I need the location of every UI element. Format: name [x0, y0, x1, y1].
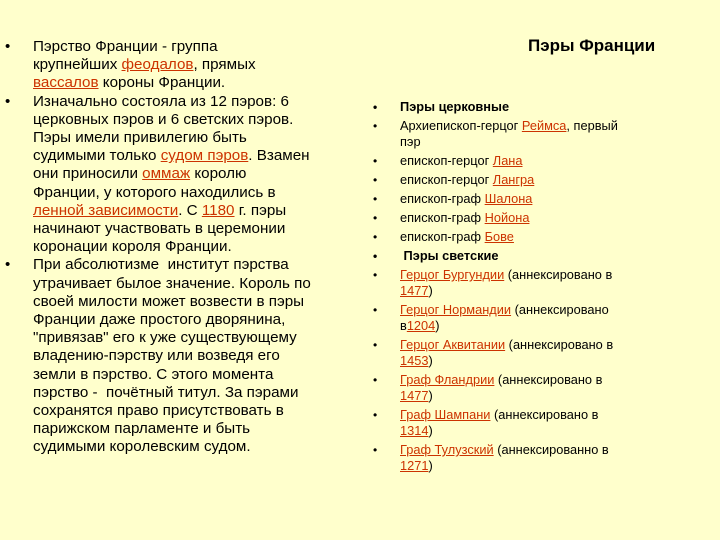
- text-segment: епископ-граф: [400, 229, 485, 244]
- wiki-link[interactable]: 1314: [400, 423, 429, 438]
- text-line: [33, 56, 370, 74]
- text-line: [33, 329, 370, 347]
- text-segment: короны Франции.: [98, 74, 226, 92]
- left-bullet-item: [0, 256, 370, 456]
- text-line: [400, 172, 678, 188]
- text-segment: начинают участвовать в церемонии: [33, 220, 286, 238]
- text-line: [400, 353, 678, 369]
- bullet-dot-icon: •: [5, 38, 11, 55]
- bullet-dot-icon: •: [5, 92, 11, 110]
- text-line: [33, 384, 370, 402]
- text-line: [33, 275, 370, 293]
- wiki-link[interactable]: 1477: [400, 283, 429, 298]
- text-line: [400, 248, 678, 264]
- text-line: [400, 99, 678, 115]
- text-line: [400, 388, 678, 404]
- text-line: [400, 210, 678, 226]
- text-segment: (аннексированно в: [493, 442, 609, 457]
- wiki-link[interactable]: оммаж: [142, 165, 191, 183]
- text-segment: Архиепископ-герцог: [400, 118, 522, 133]
- text-segment: коронации короля Франции.: [33, 238, 232, 256]
- left-bullet-item: [0, 93, 370, 257]
- peers-section-heading: [368, 99, 678, 115]
- text-segment: пэр: [400, 134, 421, 149]
- text-line: [33, 111, 370, 129]
- text-segment: Пэры имели привилегию быть: [33, 129, 247, 147]
- wiki-link[interactable]: 1453: [400, 353, 429, 368]
- text-line: [33, 129, 370, 147]
- text-line: [33, 438, 370, 456]
- text-segment: церковных пэров и 6 светских пэров.: [33, 110, 294, 128]
- wiki-link[interactable]: ленной зависимости: [33, 201, 179, 219]
- bullet-dot-icon: •: [373, 100, 378, 114]
- bullet-dot-icon: •: [373, 230, 378, 244]
- peers-section-heading: [368, 248, 678, 264]
- text-line: [33, 366, 370, 384]
- text-segment: утрачивает былое значение. Король по: [33, 274, 311, 292]
- text-line: [33, 93, 370, 111]
- bullet-dot-icon: •: [373, 119, 378, 133]
- text-segment: , прямых: [193, 56, 256, 74]
- bullet-dot-icon: •: [373, 173, 378, 187]
- text-segment: (аннексировано в: [504, 267, 613, 282]
- left-bullet-item: [0, 38, 370, 93]
- peer-item: [368, 118, 678, 150]
- text-segment: они приносили: [33, 165, 143, 183]
- text-segment: (аннексировано в: [494, 372, 603, 387]
- text-line: [33, 74, 370, 92]
- bullet-dot-icon: •: [373, 249, 378, 263]
- text-line: [400, 134, 678, 150]
- peer-item: [368, 442, 678, 474]
- wiki-link[interactable]: Герцог Аквитании: [400, 337, 506, 352]
- peer-item: [368, 267, 678, 299]
- text-line: [33, 147, 370, 165]
- peer-item: [368, 337, 678, 369]
- peer-item: [368, 407, 678, 439]
- wiki-link[interactable]: феодалов: [121, 56, 194, 74]
- wiki-link[interactable]: 1271: [400, 458, 429, 473]
- text-segment: "привязав" его к уже существующему: [33, 329, 297, 347]
- wiki-link[interactable]: Граф Тулузский: [400, 442, 494, 457]
- wiki-link[interactable]: судом пэров: [160, 147, 249, 165]
- peer-item: [368, 153, 678, 169]
- text-line: [33, 347, 370, 365]
- left-text-column: [0, 38, 370, 457]
- text-segment: г. пэры: [234, 201, 287, 219]
- text-segment: Франции даже простого дворянина,: [33, 311, 286, 329]
- bullet-dot-icon: •: [373, 338, 378, 352]
- text-segment: судимыми только: [33, 147, 161, 165]
- text-line: [400, 337, 678, 353]
- text-line: [33, 402, 370, 420]
- text-segment: епископ-герцог: [400, 172, 493, 187]
- text-line: [33, 202, 370, 220]
- text-segment: (аннексировано в: [505, 337, 614, 352]
- wiki-link[interactable]: Бове: [484, 229, 514, 244]
- text-line: [400, 372, 678, 388]
- bullet-dot-icon: •: [373, 192, 378, 206]
- text-segment: земли в пэрство. С этого момента: [33, 365, 274, 383]
- text-line: [33, 165, 370, 183]
- text-segment: судимыми королевским судом.: [33, 438, 251, 456]
- bullet-dot-icon: •: [373, 154, 378, 168]
- text-segment: ): [428, 283, 433, 298]
- peer-item: [368, 210, 678, 226]
- text-line: [400, 191, 678, 207]
- text-segment: епископ-герцог: [400, 153, 493, 168]
- text-line: [400, 283, 678, 299]
- text-line: [400, 153, 678, 169]
- text-line: [33, 220, 370, 238]
- text-segment: епископ-граф: [400, 210, 485, 225]
- wiki-link[interactable]: Реймса: [521, 118, 567, 133]
- text-segment: . С: [178, 201, 202, 219]
- text-segment: королю: [190, 165, 247, 183]
- peers-title: Пэры Франции: [528, 36, 656, 55]
- wiki-link[interactable]: вассалов: [33, 74, 99, 92]
- text-segment: крупнейших: [33, 56, 122, 74]
- text-segment: (аннексировано в: [490, 407, 599, 422]
- wiki-link[interactable]: Лана: [492, 153, 523, 168]
- bullet-dot-icon: •: [373, 211, 378, 225]
- bullet-dot-icon: •: [373, 373, 378, 387]
- text-line: [33, 238, 370, 256]
- wiki-link[interactable]: Шалона: [484, 191, 533, 206]
- peer-item: [368, 229, 678, 245]
- peer-item: [368, 191, 678, 207]
- text-line: [400, 423, 678, 439]
- bullet-dot-icon: •: [373, 303, 378, 317]
- wiki-link[interactable]: 1204: [406, 318, 436, 333]
- text-segment: Пэры светские: [400, 248, 499, 263]
- wiki-link[interactable]: 1180: [201, 201, 235, 219]
- text-line: [400, 229, 678, 245]
- wiki-link[interactable]: Нойона: [484, 210, 530, 225]
- text-line: [33, 184, 370, 202]
- text-segment: владению-пэрству или возведя его: [33, 347, 280, 365]
- text-line: [400, 458, 678, 474]
- text-line: [400, 318, 678, 334]
- text-segment: ): [428, 423, 433, 438]
- wiki-link[interactable]: Лангра: [492, 172, 535, 187]
- bullet-dot-icon: •: [373, 268, 378, 282]
- text-segment: пэрство - почётный титул. За пэрами: [33, 383, 299, 401]
- text-segment: в: [400, 318, 407, 333]
- text-line: [33, 38, 370, 56]
- bullet-dot-icon: •: [373, 408, 378, 422]
- text-segment: Пэры церковные: [400, 99, 510, 114]
- peer-item: [368, 302, 678, 334]
- text-segment: ): [428, 388, 433, 403]
- text-line: [400, 442, 678, 458]
- text-line: [400, 267, 678, 283]
- text-segment: парижском парламенте и быть: [33, 420, 251, 438]
- text-segment: ): [428, 458, 433, 473]
- bullet-dot-icon: •: [5, 256, 11, 274]
- wiki-link[interactable]: Граф Фландрии: [400, 372, 495, 387]
- text-line: [33, 293, 370, 311]
- text-segment: (аннексировано: [511, 302, 609, 317]
- text-segment: своей милости может возвести в пэры: [33, 292, 305, 310]
- peers-list: [368, 99, 678, 477]
- wiki-link[interactable]: Граф Шампани: [400, 407, 491, 422]
- text-segment: Изначально состояла из 12 пэров: 6: [33, 92, 289, 110]
- text-line: [33, 420, 370, 438]
- text-segment: ): [435, 318, 440, 333]
- text-segment: . Взамен: [248, 147, 310, 165]
- wiki-link[interactable]: Герцог Нормандии: [400, 302, 512, 317]
- wiki-link[interactable]: 1477: [400, 388, 429, 403]
- text-segment: При абсолютизме институт пэрства: [33, 256, 289, 274]
- wiki-link[interactable]: Герцог Бургундии: [400, 267, 505, 282]
- text-segment: Пэрство Франции - группа: [33, 38, 218, 55]
- peer-item: [368, 172, 678, 188]
- text-line: [33, 311, 370, 329]
- peer-item: [368, 372, 678, 404]
- text-segment: , первый: [566, 118, 618, 133]
- text-segment: епископ-граф: [400, 191, 485, 206]
- bullet-dot-icon: •: [373, 443, 378, 457]
- text-line: [400, 407, 678, 423]
- text-segment: сохранятся право присутствовать в: [33, 402, 284, 420]
- text-segment: ): [428, 353, 433, 368]
- text-line: [400, 118, 678, 134]
- text-segment: Франции, у которого находились в: [33, 183, 276, 201]
- text-line: [400, 302, 678, 318]
- text-line: [33, 256, 370, 274]
